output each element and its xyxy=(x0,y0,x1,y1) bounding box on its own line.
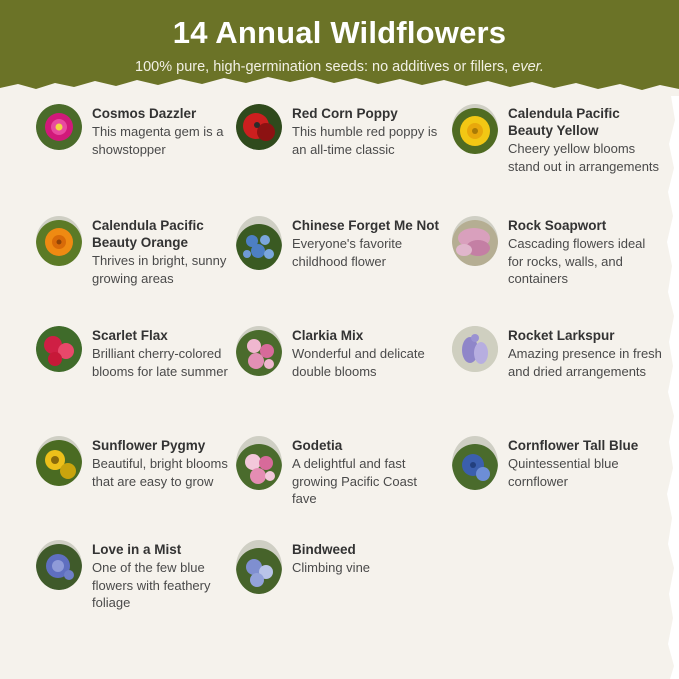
bindweed-thumbnail xyxy=(236,540,282,594)
red-corn-poppy-thumbnail xyxy=(236,104,282,150)
header-subtitle xyxy=(0,58,679,76)
flower-item-scarlet-flax[interactable] xyxy=(22,326,232,436)
scarlet-flax-thumbnail xyxy=(36,326,82,372)
flower-row xyxy=(22,326,665,436)
flower-title: Love in a Mist xyxy=(92,542,182,557)
rock-soapwort-thumbnail xyxy=(452,216,498,266)
flower-title: Scarlet Flax xyxy=(92,328,168,343)
flower-title: Calendula Pacific Beauty Yellow xyxy=(508,106,620,138)
flower-description: Quintessential blue cornflower xyxy=(508,456,619,489)
flower-text xyxy=(508,436,662,490)
header-subtitle-main: 100% pure, high-germination seeds: no additives or fillers, xyxy=(135,59,509,75)
torn-paper-edge-icon xyxy=(0,74,679,100)
cosmos-dazzler-thumbnail xyxy=(36,104,82,150)
flower-title: Clarkia Mix xyxy=(292,328,364,343)
flower-title: Cornflower Tall Blue xyxy=(508,438,639,453)
flower-item-rock-soapwort[interactable] xyxy=(442,216,662,326)
flower-text xyxy=(508,326,662,380)
flower-description: A delightful and fast growing Pacific Coast fave xyxy=(292,456,417,506)
flower-item-rocket-larkspur[interactable] xyxy=(442,326,662,436)
flower-item-calendula-pacific-beauty-yellow[interactable] xyxy=(442,104,662,216)
cornflower-tall-blue-thumbnail xyxy=(452,436,498,490)
flower-row xyxy=(22,436,665,540)
flower-description: Everyone's favorite childhood flower xyxy=(292,236,403,269)
flower-title: Rock Soapwort xyxy=(508,218,607,233)
rocket-larkspur-thumbnail xyxy=(452,326,498,372)
flower-description: One of the few blue flowers with feathery foliage xyxy=(92,560,211,610)
flower-title: Bindweed xyxy=(292,542,356,557)
flower-item-clarkia-mix[interactable] xyxy=(232,326,442,436)
flower-title: Chinese Forget Me Not xyxy=(292,218,440,233)
header-banner xyxy=(0,0,679,100)
love-in-a-mist-thumbnail xyxy=(36,540,82,590)
flower-title: Rocket Larkspur xyxy=(508,328,615,343)
flower-text xyxy=(292,216,442,270)
flower-text xyxy=(292,540,370,577)
flower-title: Godetia xyxy=(292,438,343,453)
chinese-forget-me-not-thumbnail xyxy=(236,216,282,270)
header-subtitle-emphasis: ever. xyxy=(512,59,544,75)
flower-description: Wonderful and delicate double blooms xyxy=(292,346,425,379)
flower-text xyxy=(92,436,232,490)
flower-item-cosmos-dazzler[interactable] xyxy=(22,104,232,216)
calendula-pacific-beauty-orange-thumbnail xyxy=(36,216,82,266)
flower-description: Cheery yellow blooms stand out in arrangements xyxy=(508,141,660,174)
flower-text xyxy=(92,104,232,158)
flower-item-bindweed[interactable] xyxy=(232,540,442,640)
flower-item-love-in-a-mist[interactable] xyxy=(22,540,232,640)
godetia-thumbnail xyxy=(236,436,282,490)
flower-description: Beautiful, bright blooms that are easy to grow xyxy=(92,456,228,489)
flower-text xyxy=(292,104,442,158)
flower-description: Brilliant cherry-colored blooms for late summer xyxy=(92,346,228,379)
flower-item-calendula-pacific-beauty-orange[interactable] xyxy=(22,216,232,326)
flower-title: Calendula Pacific Beauty Orange xyxy=(92,218,204,250)
flower-item-cornflower-tall-blue[interactable] xyxy=(442,436,662,540)
flower-text xyxy=(92,326,232,380)
flower-text xyxy=(92,216,232,287)
page-title: 14 Annual Wildflowers xyxy=(172,15,507,50)
flower-title: Sunflower Pygmy xyxy=(92,438,206,453)
flower-text xyxy=(508,104,662,175)
flower-row xyxy=(22,540,665,640)
flower-grid xyxy=(0,104,679,640)
calendula-pacific-beauty-yellow-thumbnail xyxy=(452,104,498,154)
flower-text xyxy=(92,540,232,612)
flower-description: Thrives in bright, sunny growing areas xyxy=(92,253,227,286)
flower-description: This humble red poppy is an all-time classic xyxy=(292,124,438,157)
flower-description: Cascading flowers ideal for rocks, walls, and containers xyxy=(508,236,646,286)
flower-title: Red Corn Poppy xyxy=(292,106,398,121)
flower-row xyxy=(22,104,665,216)
flower-title: Cosmos Dazzler xyxy=(92,106,197,121)
clarkia-mix-thumbnail xyxy=(236,326,282,376)
sunflower-pygmy-thumbnail xyxy=(36,436,82,486)
flower-text xyxy=(292,326,442,380)
flower-description: This magenta gem is a showstopper xyxy=(92,124,224,157)
flower-description: Climbing vine xyxy=(292,560,371,575)
flower-text xyxy=(292,436,442,508)
flower-description: Amazing presence in fresh and dried arrangements xyxy=(508,346,662,379)
flower-text xyxy=(508,216,662,288)
flower-item-red-corn-poppy[interactable] xyxy=(232,104,442,216)
flower-item-sunflower-pygmy[interactable] xyxy=(22,436,232,540)
flower-row xyxy=(22,216,665,326)
flower-item-godetia[interactable] xyxy=(232,436,442,540)
flower-item-chinese-forget-me-not[interactable] xyxy=(232,216,442,326)
